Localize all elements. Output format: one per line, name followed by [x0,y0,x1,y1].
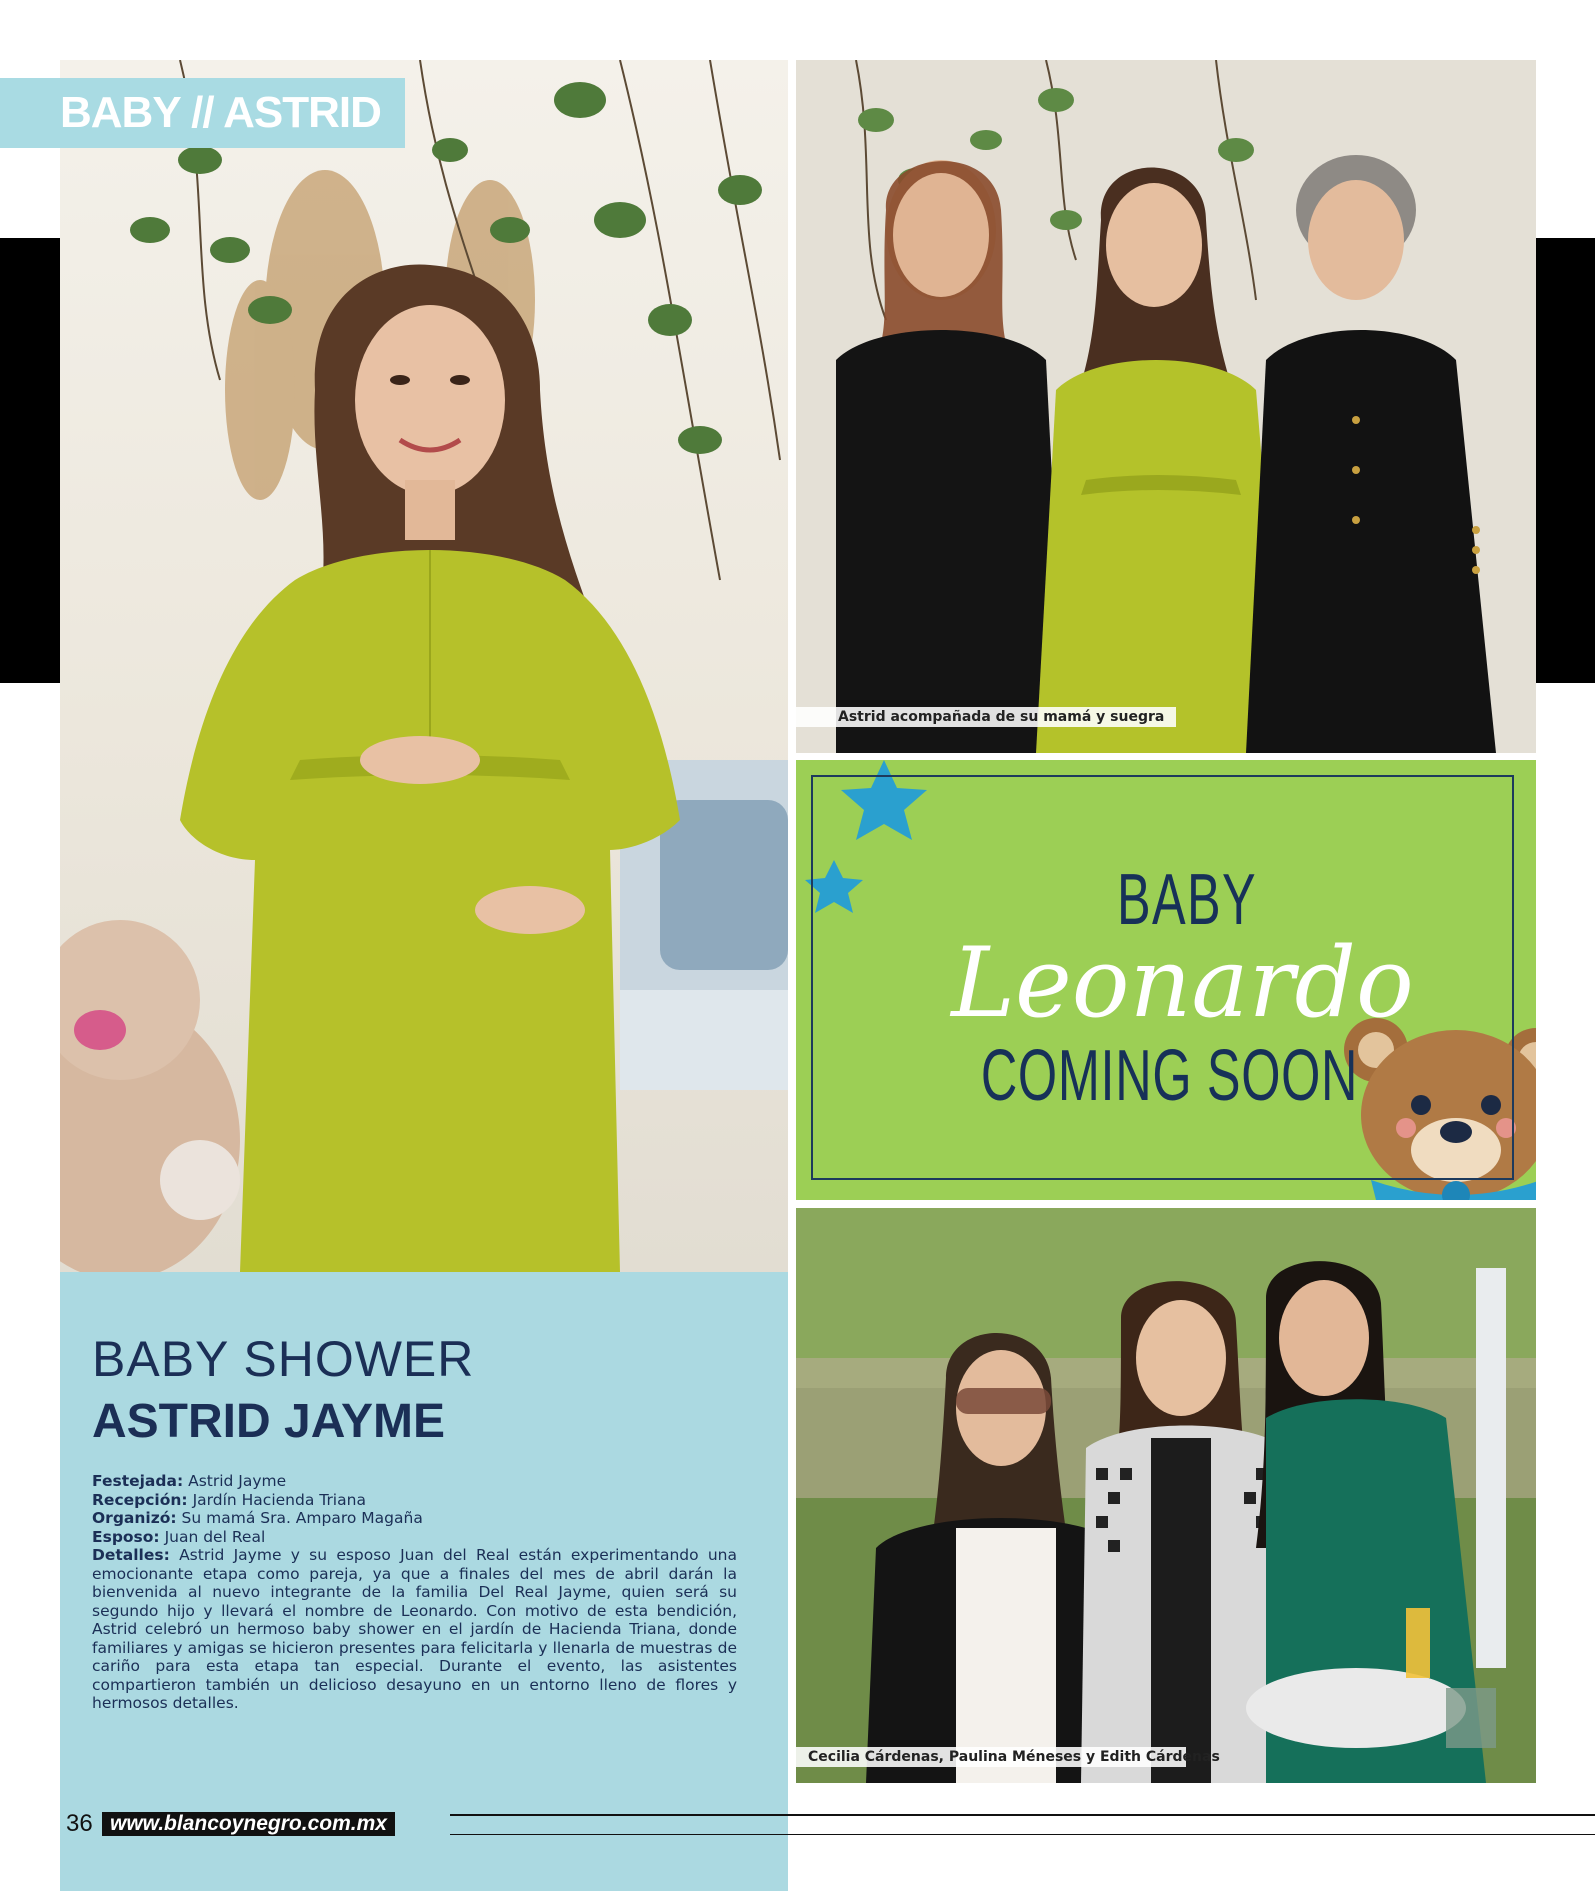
detail-body-label: Detalles: [92,1546,170,1564]
page-footer [60,1810,1595,1840]
baby-card-frame [811,775,1514,1180]
photo-astrid-with-mother-and-mother-in-law [796,60,1536,753]
article-details [92,1472,737,1713]
photo-caption-top: Astrid acompañada de su mamá y suegra [796,707,1176,727]
detail-label: Organizó: [92,1509,177,1527]
website-url[interactable]: www.blancoynegro.com.mx [102,1812,395,1836]
detail-row-organizer [92,1509,737,1528]
left-edge-bar [0,238,60,683]
photo-three-guests-at-table [796,1208,1536,1783]
detail-body-text: Astrid Jayme y su esposo Juan del Real están experimentando una emocionante etapa como pareja, ya que a finales del mes de abril darán la bienvenida al nuevo integrante de la familia Del Real Jayme, quien será su segundo hijo y llevará el nombre de Leonardo. Con motivo de esta bendición, Astrid celebró un hermoso baby shower en el jardín de Hacienda Triana, donde familiares y amigas se hicieron presentes para felicitarla y llenarla de muestras de cariño para esta etapa tan especial. Durante el evento, las asistentes compartieron también un delicioso desayuno en un entorno lleno de flores y hermosos detalles. [92,1546,737,1712]
baby-name: Leonardo [951,927,1414,1039]
detail-body [92,1546,737,1713]
group-photo-illustration-top [796,60,1536,753]
baby-word: BABY [1116,860,1258,940]
right-edge-bar [1536,238,1595,683]
footer-rule-thin [450,1834,1595,1835]
coming-soon-text: COMING SOON [980,1036,1359,1116]
footer-rule [450,1814,1595,1816]
detail-value: Su mamá Sra. Amparo Magaña [181,1509,423,1527]
teddy-bear-plush [60,920,240,1272]
detail-value: Jardín Hacienda Triana [192,1490,366,1509]
detail-label: Festejada: [92,1472,184,1490]
baby-leonardo-card [796,760,1536,1200]
detail-row-venue [92,1491,737,1510]
detail-value: Astrid Jayme [188,1472,287,1490]
section-tag: BABY // ASTRID [0,78,405,148]
page-number: 36 [66,1810,93,1837]
detail-label: Recepción: [92,1490,188,1509]
detail-row-husband [92,1528,737,1547]
main-portrait-photo [60,60,788,1272]
main-portrait-illustration [60,60,788,1272]
detail-row-honoree [92,1472,737,1491]
photo-caption-bottom: Cecilia Cárdenas, Paulina Méneses y Edith Cárdenas [796,1747,1186,1767]
detail-label: Esposo: [92,1527,160,1546]
group-photo-illustration-bottom [796,1208,1536,1783]
headline-name: ASTRID JAYME [92,1395,445,1448]
headline-event: BABY SHOWER [92,1331,475,1387]
detail-value: Juan del Real [164,1527,266,1546]
article-info-panel [60,1272,788,1891]
